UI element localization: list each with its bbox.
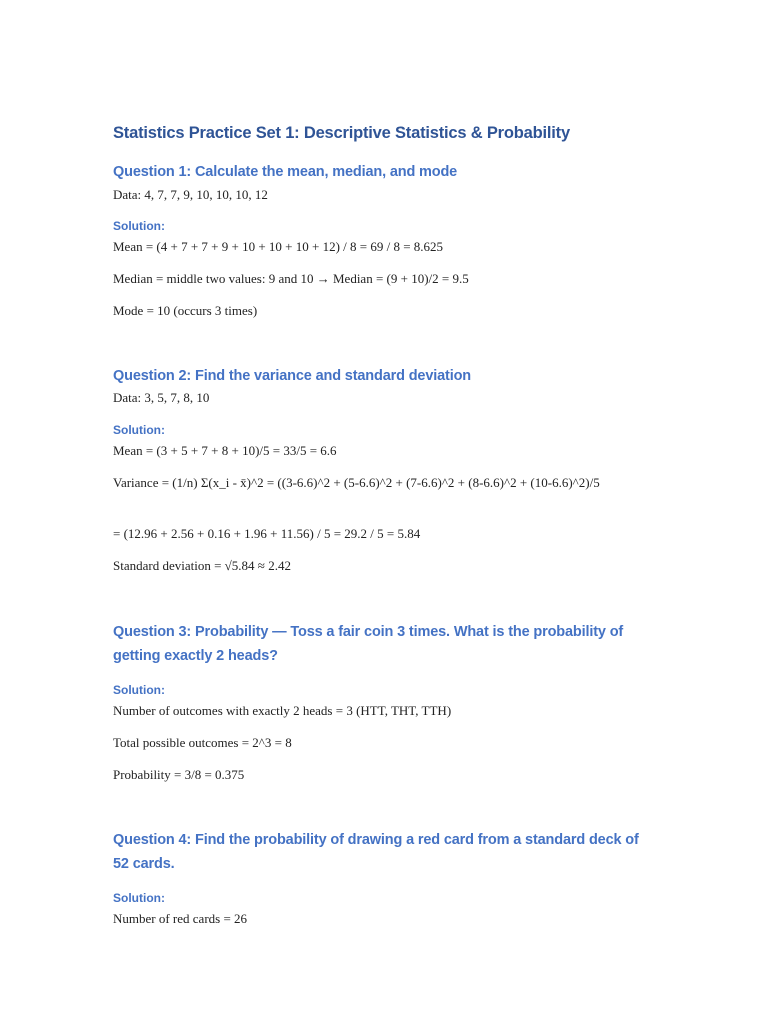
question-1-data: Data: 4, 7, 7, 9, 10, 10, 10, 12 <box>113 187 268 202</box>
question-1-mode-line: Mode = 10 (occurs 3 times) <box>113 303 258 318</box>
question-2-std-dev-line: Standard deviation = √5.84 ≈ 2.42 <box>113 558 291 573</box>
document-page <box>113 0 658 1024</box>
question-4-heading: Question 4: Find the probability of drawing a red card from a standard deck of 52 cards. <box>113 832 639 872</box>
question-1-median-line: Median = middle two values: 9 and 10 → Median = (9 + 10)/2 = 9.5 <box>113 271 469 286</box>
question-2-mean-line: Mean = (3 + 5 + 7 + 8 + 10)/5 = 33/5 = 6.6 <box>113 443 337 458</box>
question-1-solution-label: Solution: <box>113 219 165 233</box>
document-title: Statistics Practice Set 1: Descriptive Statistics & Probability <box>113 124 570 142</box>
question-2-heading: Question 2: Find the variance and standard deviation <box>113 368 471 384</box>
question-3-probability-line: Probability = 3/8 = 0.375 <box>113 767 245 782</box>
question-4-red-cards-line: Number of red cards = 26 <box>113 911 248 926</box>
question-2-data: Data: 3, 5, 7, 8, 10 <box>113 390 210 405</box>
question-2-solution-label: Solution: <box>113 423 165 437</box>
question-1-mean-line: Mean = (4 + 7 + 7 + 9 + 10 + 10 + 10 + 12) / 8 = 69 / 8 = 8.625 <box>113 239 444 254</box>
question-1-heading: Question 1: Calculate the mean, median, and mode <box>113 164 458 180</box>
question-4-solution-label: Solution: <box>113 891 165 905</box>
question-3-solution-label: Solution: <box>113 683 165 697</box>
question-3-outcomes-line: Number of outcomes with exactly 2 heads = 3 (HTT, THT, TTH) <box>113 703 452 718</box>
question-3-total-line: Total possible outcomes = 2^3 = 8 <box>113 735 292 750</box>
question-2-variance-line: Variance = (1/n) Σ(x_i - x̄)^2 = ((3-6.6)^2 + (5-6.6)^2 + (7-6.6)^2 + (8-6.6)^2 + (10-6.6)^2)/5 <box>113 475 600 490</box>
question-3-heading: Question 3: Probability — Toss a fair coin 3 times. What is the probability of getting exactly 2 heads? <box>113 624 624 664</box>
question-2-variance-result-line: = (12.96 + 2.56 + 0.16 + 1.96 + 11.56) / 5 = 29.2 / 5 = 5.84 <box>113 526 421 541</box>
